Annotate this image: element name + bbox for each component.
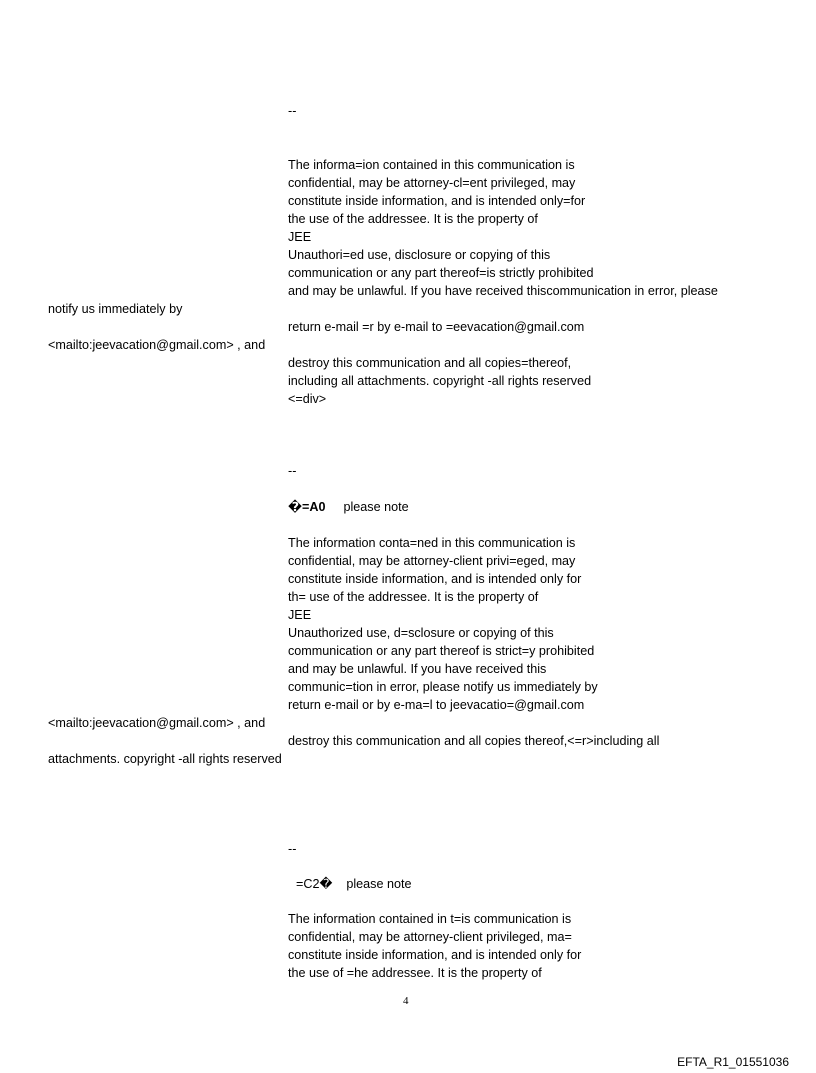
text-line: Unauthori=ed use, disclosure or copying of this [288, 248, 551, 262]
text-line: confidential, may be attorney-cl=ent privileged, may [288, 176, 576, 190]
text-line: constitute inside information, and is intended only for [288, 948, 582, 962]
separator: -- [288, 464, 297, 478]
text-line: The information conta=ned in this communication is [288, 536, 576, 550]
text-line: attachments. copyright -all rights reserved [48, 752, 282, 766]
note-line [288, 875, 412, 893]
note-prefix: =C2� [296, 877, 333, 891]
text-line: including all attachments. copyright -all rights reserved [288, 374, 592, 388]
text-line: return e-mail =r by e-mail to =eevacation@gmail.com [288, 320, 585, 334]
separator: -- [288, 842, 297, 856]
text-line: the use of the addressee. It is the property of [288, 212, 538, 226]
mailto-link[interactable]: <mailto:jeevacation@gmail.com> , and [48, 716, 266, 730]
note-line [288, 498, 409, 516]
note-text: please note [343, 500, 409, 514]
text-line: confidential, may be attorney-client privi=eged, may [288, 554, 576, 568]
note-text: please note [346, 877, 412, 891]
text-line: Unauthorized use, d=sclosure or copying of this [288, 626, 554, 640]
page-number: 4 [403, 995, 409, 1007]
text-line: and may be unlawful. If you have received this [288, 662, 547, 676]
text-line: JEE [288, 608, 312, 622]
text-line: notify us immediately by [48, 302, 183, 316]
text-line: JEE [288, 230, 312, 244]
text-line: the use of =he addressee. It is the property of [288, 966, 542, 980]
text-line: The informa=ion contained in this communication is [288, 158, 575, 172]
text-line: destroy this communication and all copies thereof,<=r>including all [288, 734, 660, 748]
text-line: <=div> [288, 392, 327, 406]
document-id: EFTA_R1_01551036 [677, 1055, 789, 1069]
text-line: th= use of the addressee. It is the property of [288, 590, 539, 604]
text-line: constitute inside information, and is intended only=for [288, 194, 586, 208]
text-line: confidential, may be attorney-client privileged, ma= [288, 930, 572, 944]
separator: -- [288, 104, 297, 118]
text-line: return e-mail or by e-ma=l to jeevacatio=@gmail.com [288, 698, 585, 712]
note-prefix: �=A0 [288, 500, 326, 514]
text-line: and may be unlawful. If you have received thiscommunication in error, please [288, 284, 718, 298]
mailto-link[interactable]: <mailto:jeevacation@gmail.com> , and [48, 338, 266, 352]
text-line: constitute inside information, and is intended only for [288, 572, 582, 586]
text-line: destroy this communication and all copies=thereof, [288, 356, 572, 370]
text-line: communication or any part thereof=is strictly prohibited [288, 266, 594, 280]
text-line: communication or any part thereof is strict=y prohibited [288, 644, 595, 658]
text-line: The information contained in t=is communication is [288, 912, 572, 926]
text-line: communic=tion in error, please notify us immediately by [288, 680, 598, 694]
